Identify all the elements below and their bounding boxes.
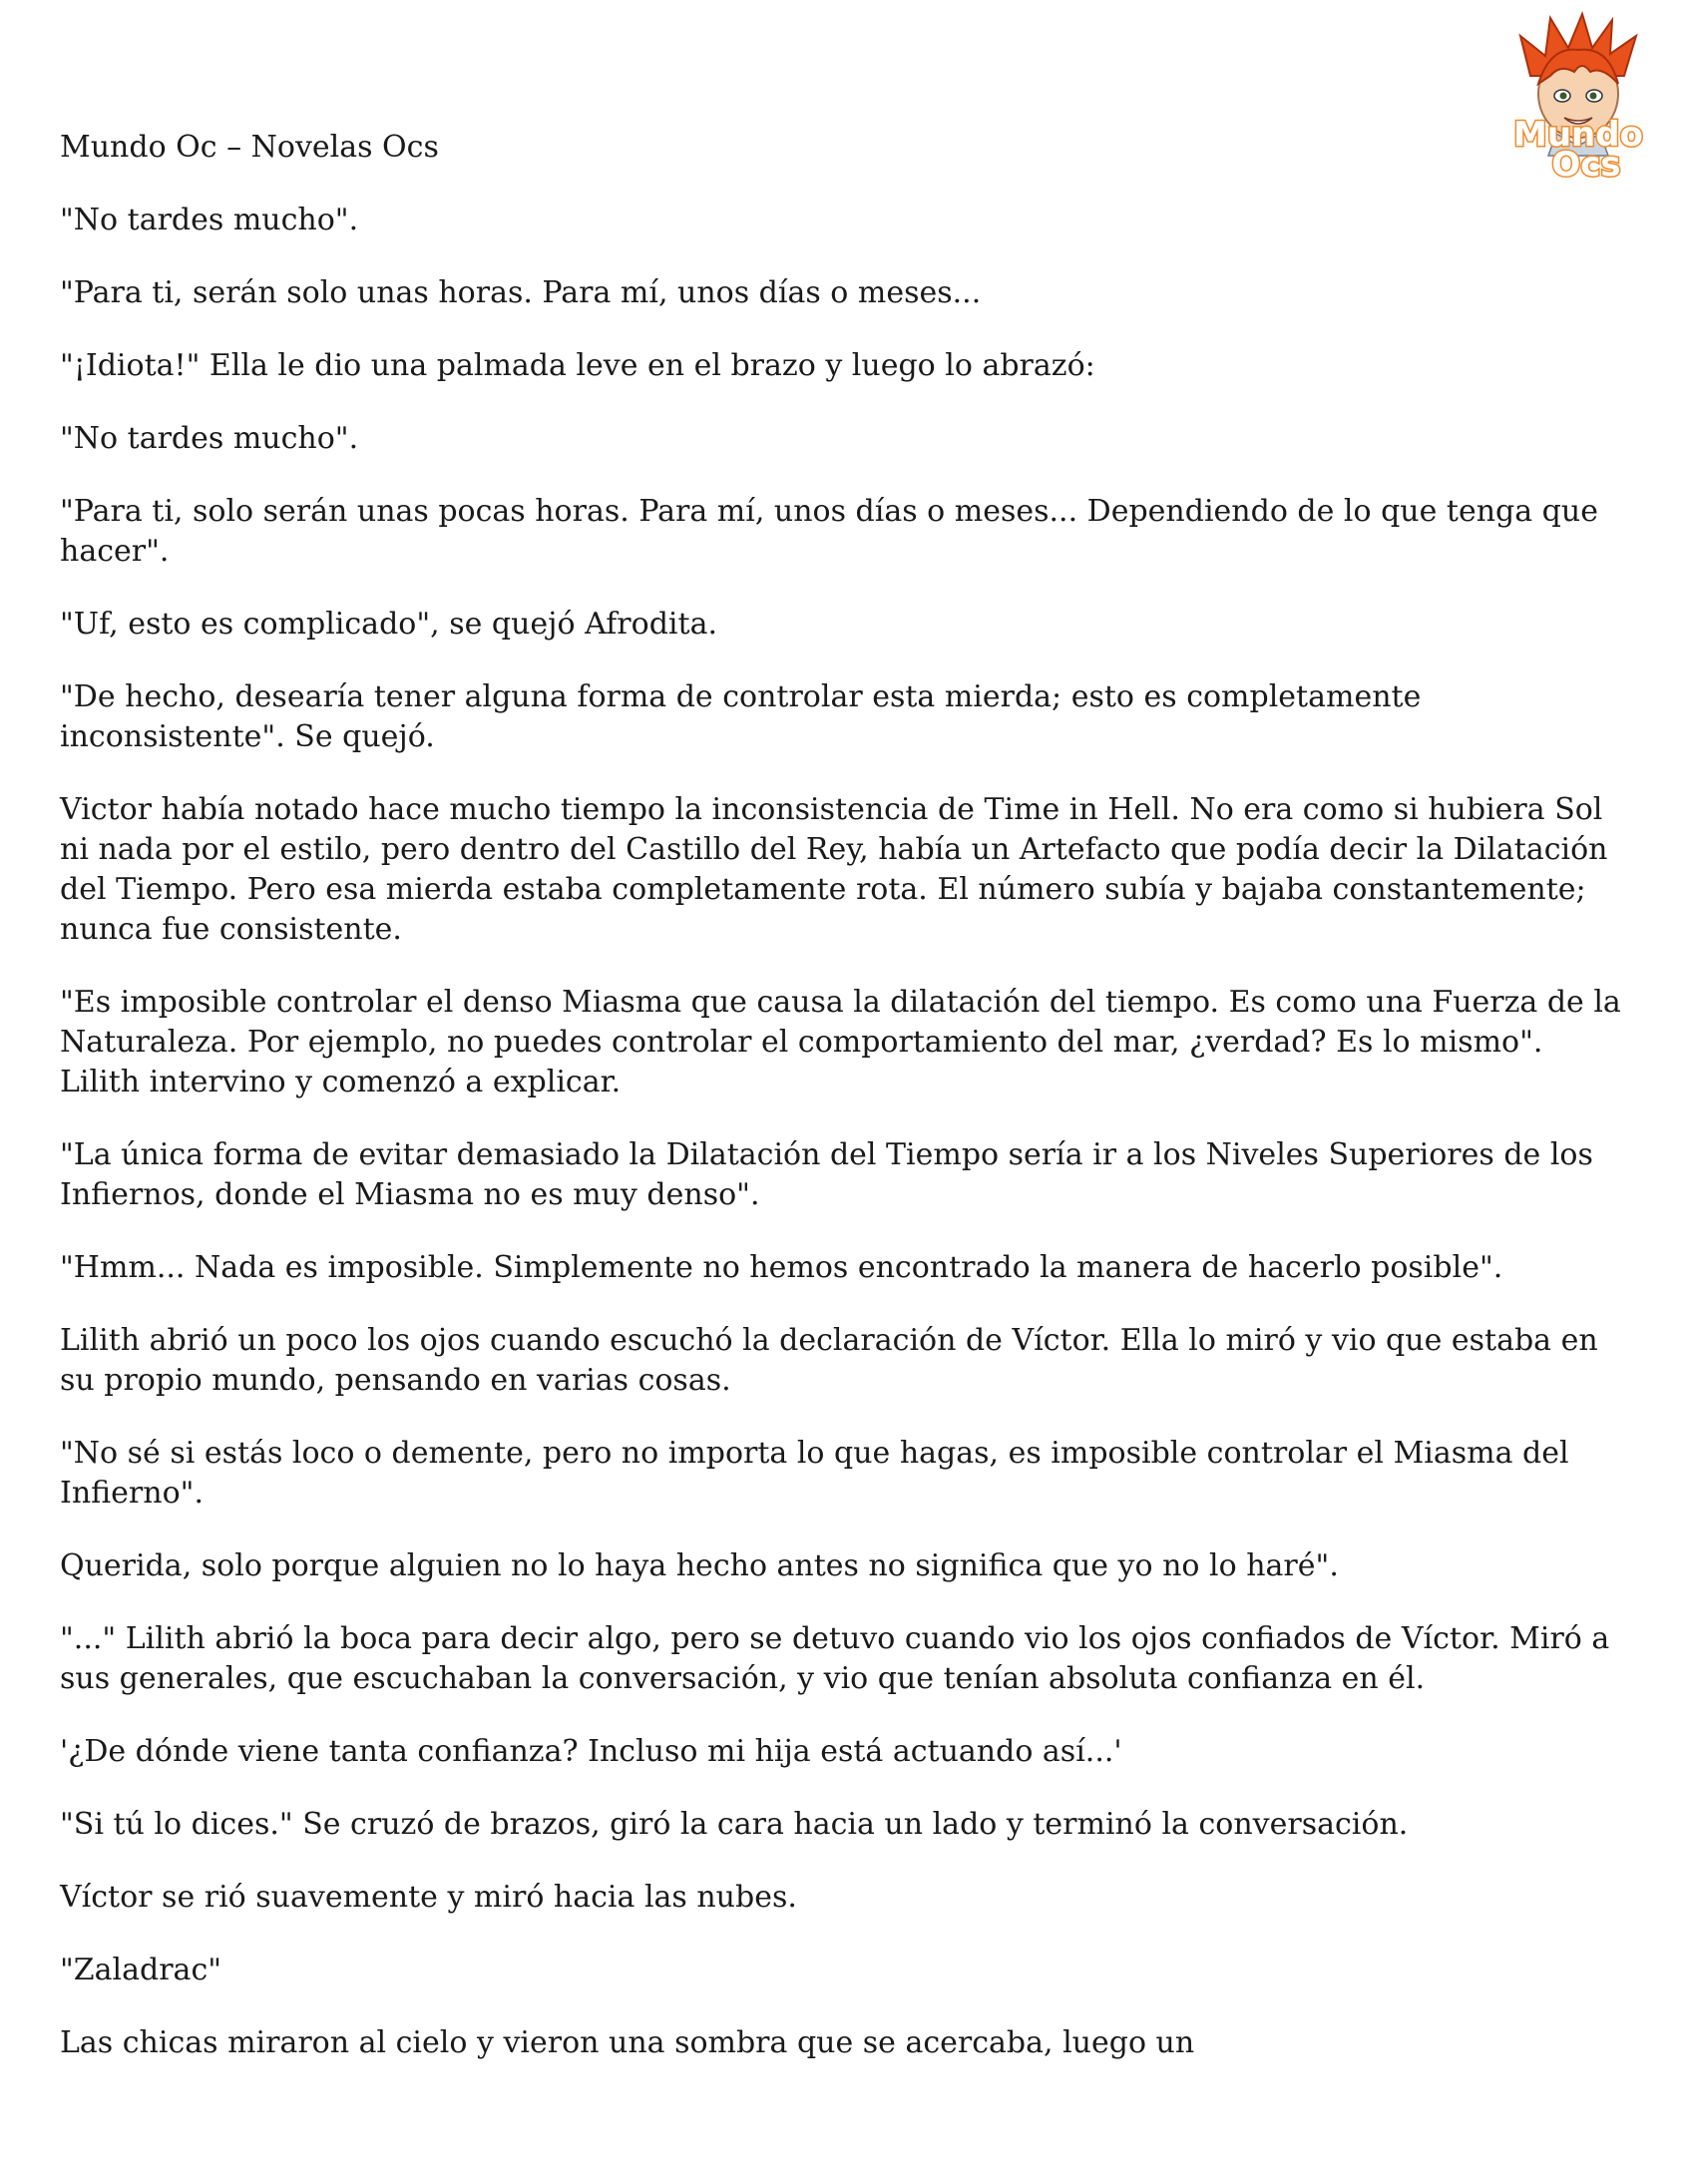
- paragraph: "Hmm... Nada es imposible. Simplemente no hemos encontrado la manera de hacerlo posible".: [60, 1250, 1503, 1285]
- paragraph: "Para ti, solo serán unas pocas horas. Para mí, unos días o meses... Dependiendo de lo que tenga que hacer".: [60, 494, 1598, 569]
- paragraph: "No sé si estás loco o demente, pero no importa lo que hagas, es imposible controlar el Miasma del Infierno".: [60, 1436, 1569, 1511]
- paragraph: Querida, solo porque alguien no lo haya hecho antes no significa que yo no lo haré".: [60, 1548, 1339, 1583]
- document-body: [60, 128, 1628, 2096]
- paragraph: Las chicas miraron al cielo y vieron una sombra que se acercaba, luego un: [60, 2025, 1195, 2060]
- paragraph: "La única forma de evitar demasiado la Dilatación del Tiempo sería ir a los Niveles Superiores de los Infiernos, donde el Miasma no es muy denso".: [60, 1137, 1593, 1212]
- paragraph: "Uf, esto es complicado", se quejó Afrodita.: [60, 607, 717, 642]
- paragraph: "..." Lilith abrió la boca para decir algo, pero se detuvo cuando vio los ojos confiados de Víctor. Miró a sus generales, que escuchaban la conversación, y vio que tenían absoluta confianza en él.: [60, 1621, 1610, 1696]
- paragraph: '¿De dónde viene tanta confianza? Incluso mi hija está actuando así...': [60, 1734, 1122, 1769]
- paragraph-list: [60, 201, 1628, 2063]
- logo-text-line1: Mundo: [1513, 115, 1643, 155]
- paragraph: "Para ti, serán solo unas horas. Para mí, unos días o meses...: [60, 275, 982, 310]
- paragraph: "¡Idiota!" Ella le dio una palmada leve en el brazo y luego lo abrazó:: [60, 348, 1095, 383]
- paragraph: "Es imposible controlar el denso Miasma que causa la dilatación del tiempo. Es como una Fuerza de la Naturaleza. Por ejemplo, no puedes controlar el comportamiento del mar, ¿verdad? Es lo mismo". Lilith intervino y comenzó a explicar.: [60, 985, 1621, 1099]
- paragraph: "No tardes mucho".: [60, 421, 359, 456]
- paragraph: Lilith abrió un poco los ojos cuando escuchó la declaración de Víctor. Ella lo miró y vio que estaba en su propio mundo, pensando en varias cosas.: [60, 1323, 1598, 1398]
- logo-text-line2: Ocs: [1551, 145, 1621, 182]
- paragraph: Víctor se rió suavemente y miró hacia las nubes.: [60, 1880, 797, 1915]
- paragraph: "Si tú lo dices." Se cruzó de brazos, giró la cara hacia un lado y terminó la conversación.: [60, 1807, 1409, 1842]
- paragraph: "De hecho, desearía tener alguna forma de controlar esta mierda; esto es completamente inconsistente". Se quejó.: [60, 679, 1422, 754]
- paragraph: "Zaladrac": [60, 1953, 222, 1987]
- paragraph: Victor había notado hace mucho tiempo la inconsistencia de Time in Hell. No era como si hubiera Sol ni nada por el estilo, pero dentro del Castillo del Rey, había un Artefacto que podía decir la Dilatación del Tiempo. Pero esa mierda estaba completamente rota. El número subía y bajaba constantemente; nunca fue consistente.: [60, 792, 1608, 947]
- paragraph: "No tardes mucho".: [60, 203, 359, 237]
- site-title: Mundo Oc – Novelas Ocs: [60, 130, 439, 165]
